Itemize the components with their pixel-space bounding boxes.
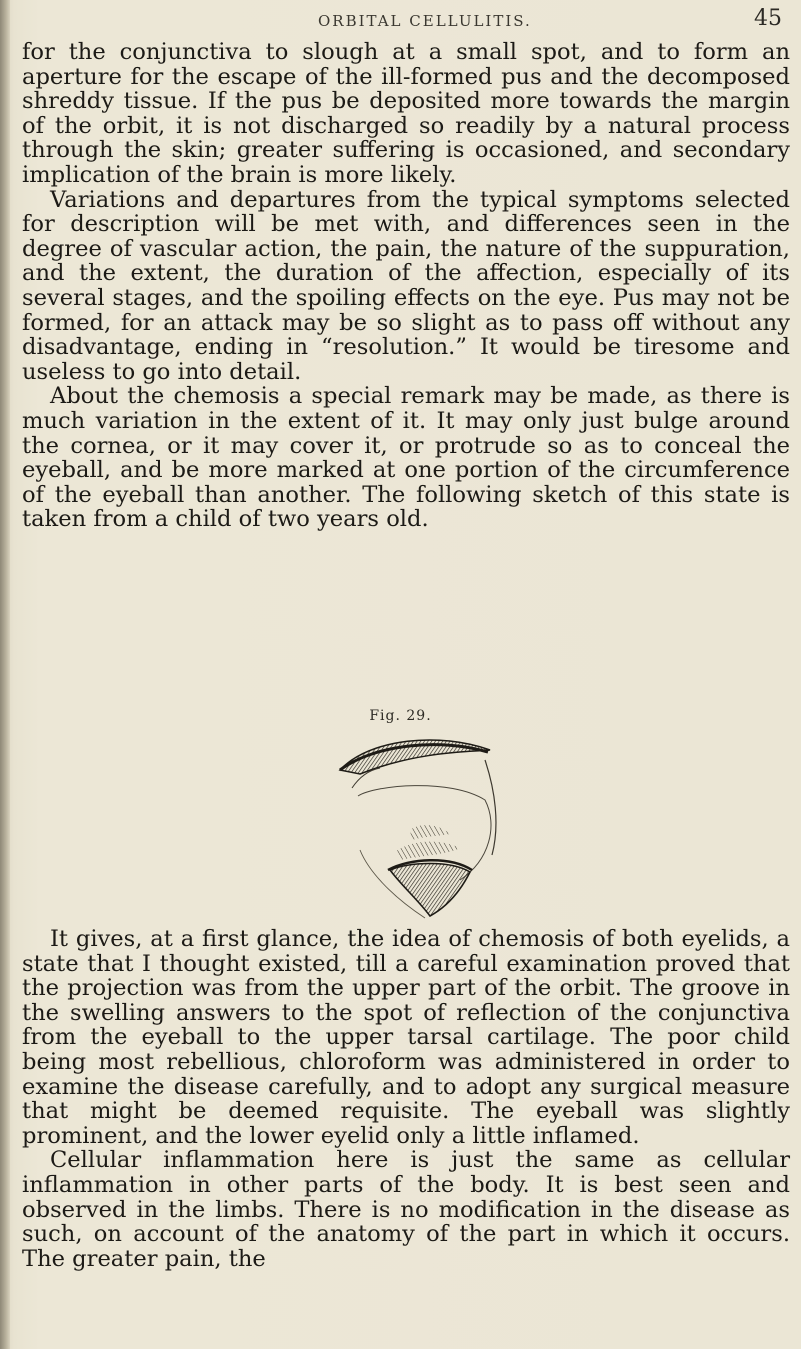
paragraph: for the conjunctiva to slough at a small spot, and to form an aperture for the escape of the ill-formed pus and the decomposed shreddy tissue. If the pus be deposited more towards the margin of the orbit, it is not discharged so readily by a natural process through the skin; greater suffering is occasioned, and secondary implication of the brain is more likely. — [22, 39, 790, 188]
lid-fold-line — [485, 760, 496, 855]
text-block-bottom — [22, 927, 790, 1271]
running-head — [0, 6, 801, 40]
running-title: ORBITAL CELLULITIS. — [318, 12, 532, 30]
groove-hatching — [395, 842, 460, 860]
figure-illustration — [300, 730, 510, 920]
page-number: 45 — [754, 6, 782, 31]
eyeball-shadow — [390, 864, 470, 917]
figure-caption: Fig. 29. — [369, 708, 432, 724]
paragraph: Cellular inflammation here is just the same as cellular inflammation in other parts of the body. It is best seen and observed in the limbs. There is no modification in the disease as such, on account of the anatomy of the part in which it occurs. The greater pain, the — [22, 1147, 790, 1272]
paragraph: Variations and departures from the typical symptoms selected for description will be met with, and differences seen in the degree of vascular action, the pain, the nature of the suppuration, and the extent, the duration of the affection, especially of its several stages, and the spoiling effects on the eye. Pus may not be formed, for an attack may be so slight as to pass off without any disadvantage, ending in “resolution.” It would be tiresome and useless to go into detail. — [22, 186, 790, 385]
page-spine-shadow — [0, 0, 10, 1349]
swelling-hatching — [410, 825, 450, 840]
paragraph: It gives, at a first glance, the idea of chemosis of both eyelids, a state that I thought existed, till a careful examination proved that the projection was from the upper part of the orbit. The groove in the swelling answers to the spot of reflection of the conjunctiva from the eyeball to the upper tarsal cartilage. The poor child being most rebellious, chloroform was administered in order to examine the disease carefully, and to adopt any surgical measure that might be deemed requisite. The eyeball was slightly prominent, and the lower eyelid only a little inflamed. — [22, 926, 790, 1149]
text-block-top — [22, 40, 790, 532]
eye-chemosis-sketch — [300, 730, 510, 920]
paragraph: About the chemosis a special remark may be made, as there is much variation in the extent of it. It may only just bulge around the cornea, or it may cover it, or protrude so as to conceal the eyeball, and be more marked at one portion of the circumference of the eyeball than another. The following sketch of this state is taken from a child of two years old. — [22, 383, 790, 533]
